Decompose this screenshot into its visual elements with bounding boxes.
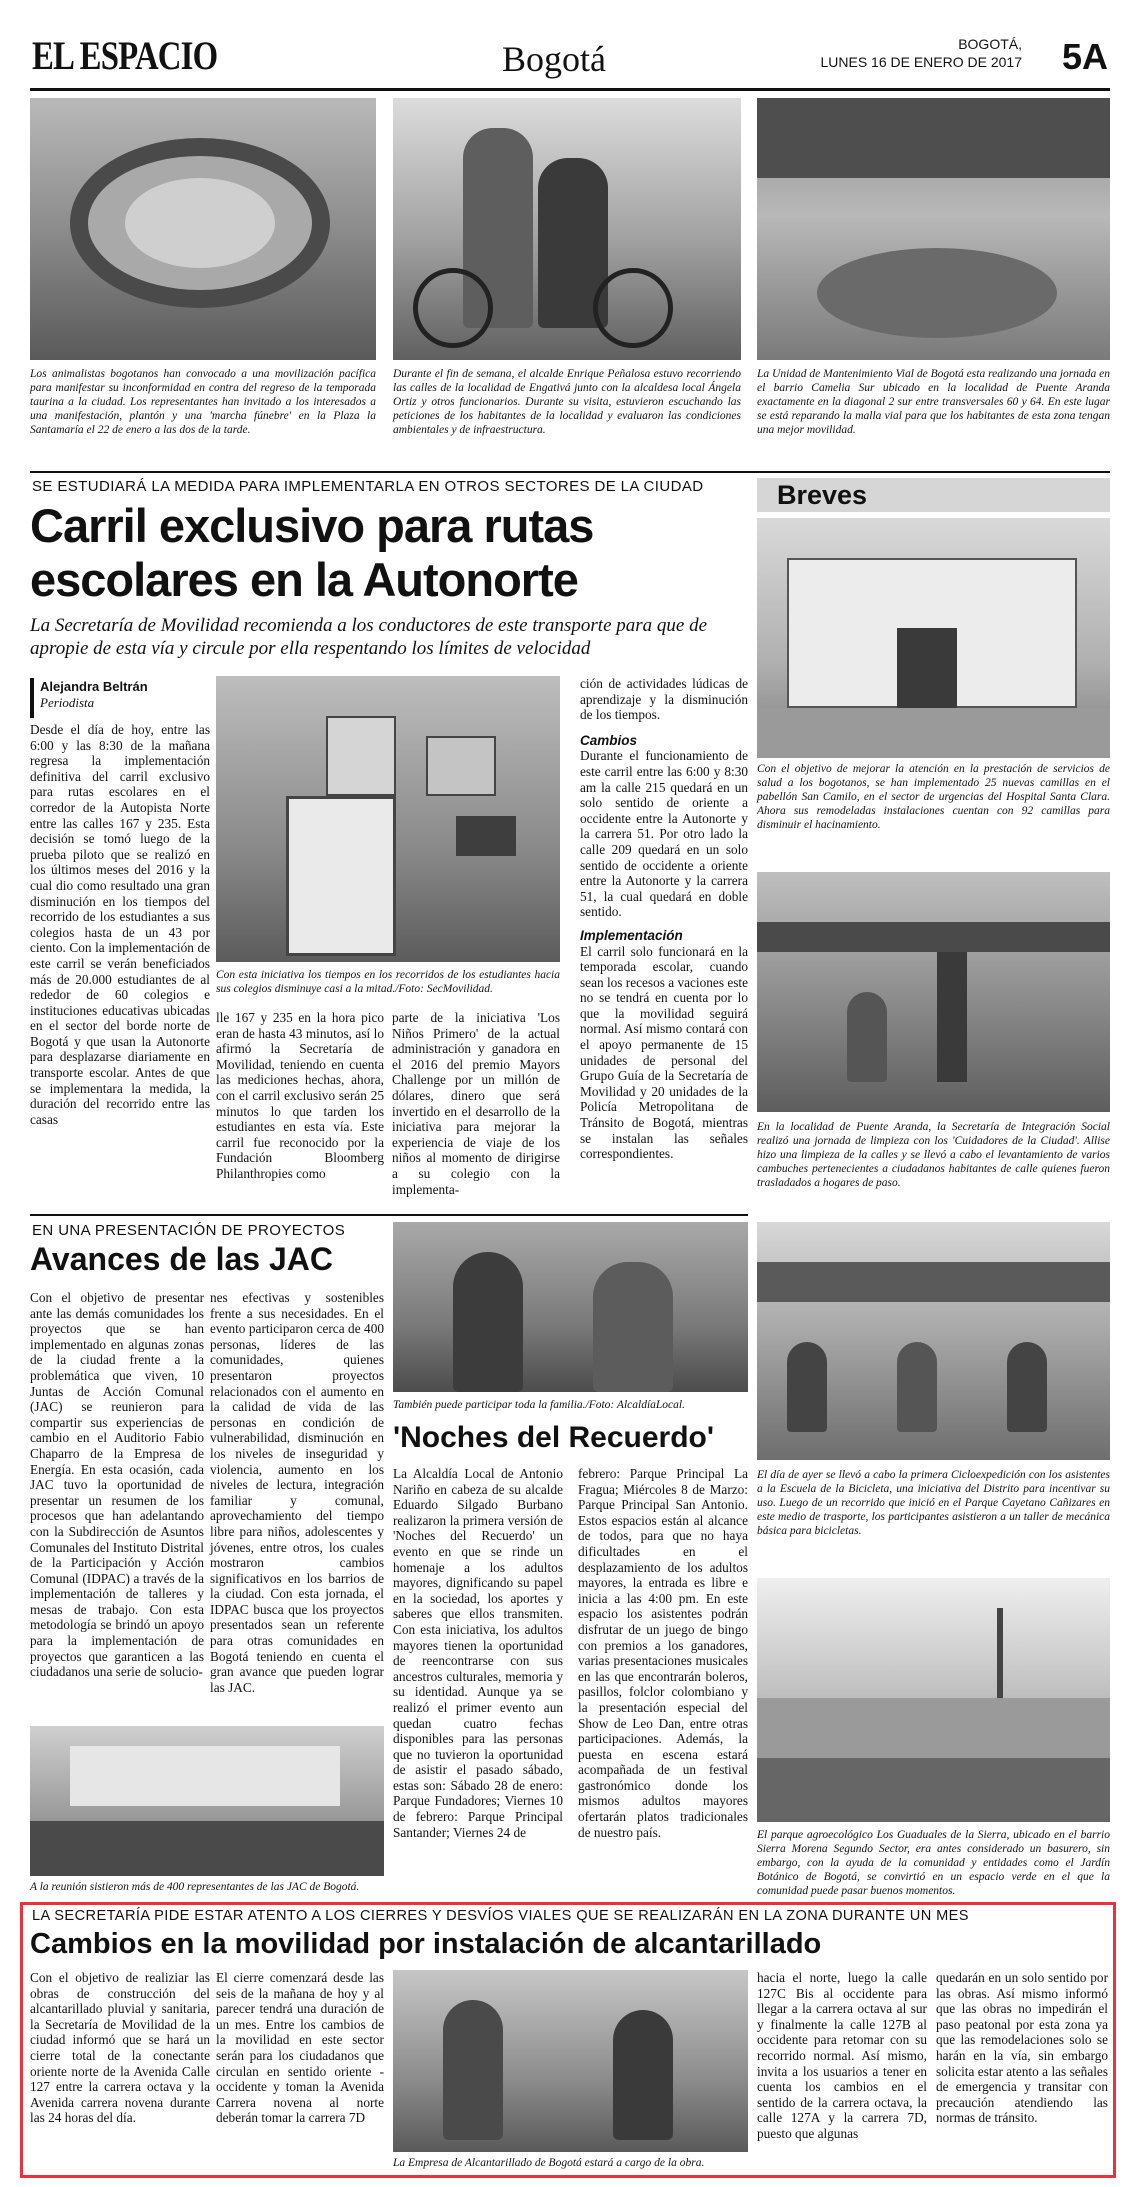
col4-intro: ción de actividades lúdicas de aprendizaje y la disminución de los tiempos. xyxy=(580,676,748,723)
bottom-col1: Con el objetivo de realiziar las obras de construcción del alcantarillado pluvial y sanitaria, la Secretaría de Movilidad de la ciudad informó que se hará un cierre total de la conectante oriente norte de la Avenida Calle 127 entre la carrera octava y la Avenida carrera novena durante las 24 horas del día. xyxy=(30,1970,210,2126)
caption-mayor: Durante el fin de semana, el alcalde Enrique Peñalosa estuvo recorriendo las calles de la localidad de Engativá junto con la alcaldesa local Ángela Ortiz y otros funcionarios. Durante su visita, estuvieron escuchando las peticiones de los habitantes de la localidad y evaluaron las condiciones ambientales y de infraestructura. xyxy=(393,368,741,436)
school-buses-photo xyxy=(216,676,560,962)
jac-meeting-photo xyxy=(30,1726,384,1876)
breves-caption-hospital: Con el objetivo de mejorar la atención en la prestación de servicios de salud a los bogotanos, se han implementado 25 nuevas camillas en el pabellón San Camilo, en el sector de urgencias del Hospital Santa Clara. Ahora sus remodeladas instalaciones cuentan con 92 camillas para disminuir el hacinamiento. xyxy=(757,763,1110,831)
main-article-col4 xyxy=(580,676,748,1232)
col4-cambios: Durante el funcionamiento de este carril entre las 6:00 y 8:30 am la calle 215 quedará en un solo sentido de oriente a occidente entre la Autonorte y la carrera 51. Por otro lado la calle 209 quedará en un solo sentido de occidente a oriente entre la Autonorte y la carrera 51, la cual quedará en doble sentido. xyxy=(580,748,748,920)
bottom-col3: hacia el norte, luego la calle 127C Bis al occidente para llegar a la carrera octava al sur y finalmente la calle 127B al occidente para retomar con su recorrido normal. Así mismo, invita a los usuarios a tener en cuenta los cambios en el sentido de la carrera octava, la calle 127A y la carrera 7D, puesto que algunas xyxy=(757,1970,927,2141)
mayor-bike-photo xyxy=(393,98,741,360)
page-number: 5A xyxy=(1061,36,1108,77)
park-photo xyxy=(757,1578,1110,1822)
subhead-cambios: Cambios xyxy=(580,732,638,748)
main-article-col1: Desde el día de hoy, entre las 6:00 y las 8:30 de la mañana regresa la implementación definitiva del carril exclusivo para rutas escolares en el corredor de la Autopista Norte entre las calles 167 y 235. Esta decisión se tomó luego de la prueba piloto que se realizó en los últimos meses del 2016 y la cual dio como resultado una gran disminución en los tiempos del recorrido de los estudiantes a sus colegios hasta de un 43 por ciento. Con la implementación de este carril se verán beneficiados más de 20.000 estudiantes de al rededor de 60 colegios e instituciones educativas ubicadas en el sector del borde norte de Bogotá y que usan la Autonorte para desplazarse diariamente en transporte escolar. Antes de que se implementara la medida, la duración del recorrido entre las casas xyxy=(30,722,210,1127)
breves-caption-bikes: El día de ayer se llevó a cabo la primera Cicloexpedición con los asistentes a la Escuela de la Bicicleta, una iniciativa del Distrito para incentivar su uso. Luego de un recorrido que inició en el Parque Cayetano Cañizares en este medio de trasporte, los participantes asistieron a un taller de mecánica básica para bicicletas. xyxy=(757,1469,1110,1537)
breves-header xyxy=(757,478,1110,512)
bullring-photo xyxy=(30,98,376,360)
byline xyxy=(30,678,210,718)
caption-road: La Unidad de Mantenimiento Vial de Bogotá esta realizando una jornada en el barrio Camelia Sur ubicado en la localidad de Puente Aranda exactamente en la diagonal 2 sur entre transversales 60 y 64. En este lugar se está reparando la malla vial para que los habitantes de esta zona tengan una mejor movilidad. xyxy=(757,368,1110,436)
bottom-kicker: LA SECRETARÍA PIDE ESTAR ATENTO A LOS CIERRES Y DESVÍOS VIALES QUE SE REALIZARÁN EN LA ZONA DURANTE UN MES xyxy=(32,1908,969,1924)
jac-col2: nes efectivas y sostenibles frente a sus necesidades. En el evento participaron cerca de 400 personas, líderes de las comunidades, quienes presentaron proyectos relacionados con el aumento en la calidad de vida de las personas en condición de vulnerabilidad, disminución en los niveles de inseguridad y violencia, aumento en los niveles de lectura, integración familiar y comunal, aprovechamiento del tiempo libre para niños, adolescentes y jóvenes, entre otros, los cuales mostraron cambios significativos en los barrios de la ciudad. Con esta jornada, el IDPAC busca que los proyectos presentados sean un referente para otras comunidades en Bogotá teniendo en cuenta el gran avance que pueden lograr las JAC. xyxy=(210,1290,384,1695)
noches-col1: La Alcaldía Local de Antonio Nariño en cabeza de su alcalde Eduardo Silgado Burbano realizaron la primera versión de 'Noches del Recuerdo' un evento en que se rinde un homenaje a los adultos mayores, dignificando su papel en la sociedad, los aportes y saberes que ellos transmiten. Con esta iniciativa, los adultos mayores tienen la oportunidad de reencontrarse con sus ancestros culturales, memoria y su identidad. Aunque ya se realizó el primer evento aun quedan cuatro fechas disponibles para las personas que no tuvieron la oportunidad de asistir el pasado sábado, estas son: Sábado 28 de enero: Parque Fundadores; Viernes 10 de febrero: Parque Principal Santander; Viernes 24 de xyxy=(393,1466,563,1840)
bottom-headline: Cambios en la movilidad por instalación de alcantarillado xyxy=(30,1928,822,1960)
hospital-photo xyxy=(757,518,1110,758)
noches-photo-caption: También puede participar toda la familia./Foto: AlcaldíaLocal. xyxy=(393,1399,685,1411)
noches-col2: febrero: Parque Principal La Fragua; Miércoles 8 de Marzo: Parque Principal San Antonio. Estos espacios están al alcance de todos, para que no haya dificultades en el desplazamiento de los adultos mayores, la entrada es libre e inicia a las 4:00 pm. En este espacio los asistentes podrán disfrutar de un juego de bingo con premios a los ganadores, varias presentaciones musicales en las que encontrarán boleros, pasillos, folclor colombiano y la presentación especial del Show de Leo Dan, entre otras participaciones. Además, la puesta en escena estará acompañada de un festival gastronómico donde los mismos adultos mayores ofertarán platos tradicionales de nuestro país. xyxy=(578,1466,748,1840)
breves-title: Breves xyxy=(776,480,868,510)
sewer-works-photo xyxy=(393,1970,748,2152)
bottom-col4: quedarán en un solo sentido por las obras. Así mismo informó que las obras no impedirán el paso peatonal por esta zona ya que las remodelaciones solo se harán en la vía, sin embargo solicita estar atento a las señales de emergencia y transitar con precaución atendiendo las normas de tránsito. xyxy=(936,1970,1108,2126)
bike-ride-photo xyxy=(757,1222,1110,1460)
main-headline-line1: Carril exclusivo para rutas xyxy=(30,499,594,552)
noches-photo xyxy=(393,1222,748,1392)
col4-implementacion: El carril solo funcionará en la temporada escolar, cuando sean los recesos a vaciones este no se tendrá en cuenta por lo que la movilidad seguirá normal. Así mismo contará con el apoyo permanente de 15 unidades de personal del Grupo Guía de la Secretaría de Movilidad y 20 unidades de la Policía Metropolitana de Tránsito de Bogotá, mientras se instalan las señales correspondientes. xyxy=(580,943,748,1162)
main-kicker: SE ESTUDIARÁ LA MEDIDA PARA IMPLEMENTARLA EN OTROS SECTORES DE LA CIUDAD xyxy=(32,478,704,495)
mid-section-rule xyxy=(30,1214,748,1216)
caption-bullring: Los animalistas bogotanos han convocado a una movilización pacífica para manifestar su inconformidad en contra del regreso de la temporada taurina a la ciudad. Los representantes han invitado a los interesados a una manifestación, plantón y una 'marcha fúnebre' en la Plaza la Santamaría el 22 de enero a las dos de la tarde. xyxy=(30,368,376,436)
school-buses-caption: Con esta iniciativa los tiempos en los recorridos de los estudiantes hacia sus colegios disminuye casi a la mitad./Foto: SecMovilidad. xyxy=(216,969,560,995)
author-name: Alejandra Beltrán xyxy=(40,679,148,694)
main-headline-line2: escolares en la Autonorte xyxy=(30,553,578,606)
main-deck: La Secretaría de Movilidad recomienda a los conductores de este transporte para que de apropie de esta vía y circule por ella respentando los límites de velocidad xyxy=(30,615,708,659)
jac-meeting-caption: A la reunión sistieron más de 400 representantes de las JAC de Bogotá. xyxy=(30,1881,360,1893)
bottom-col2: El cierre comenzará desde las seis de la mañana de hoy y al parecer tendrá una duración de un mes. Entre los cambios de la movilidad en este sector serán para los ciudadanos que circulan en sentido oriente - occidente y toman la Avenida Carrera novena al norte deberán tomar la carrera 7D xyxy=(216,1970,384,2126)
top-section-rule xyxy=(30,471,1110,473)
jac-kicker: EN UNA PRESENTACIÓN DE PROYECTOS xyxy=(32,1222,346,1239)
breves-caption-cleanup: En la localidad de Puente Aranda, la Secretaría de Integración Social realizó una jornada de limpieza con los 'Cuidadores de la Ciudad'. Allise hizo una limpieza de la calles y se llevó a cabo el levantamiento de varios cambuches pertenecientes a ciudadanos habitantes de calle quienes fueron trasladados a hogares de paso. xyxy=(757,1121,1110,1189)
jac-headline: Avances de las JAC xyxy=(30,1241,333,1277)
section-title: Bogotá xyxy=(502,39,606,79)
main-article-col2: lle 167 y 235 en la hora pico eran de hasta 43 minutos, así lo afirmó la Secretaría de Movilidad, teniendo en cuenta las mediciones hechas, ahora, con el carril exclusivo serán 25 minutos lo que tarden los estudiantes en esta vía. Este carril fue reconocido por la Fundación Bloomberg Philanthropies como xyxy=(216,1010,384,1181)
masthead-city: BOGOTÁ, xyxy=(958,36,1022,52)
masthead xyxy=(30,28,1110,86)
masthead-rule xyxy=(30,88,1110,91)
jac-col1: Con el objetivo de presentar ante las demás comunidades los proyectos que se han implementado en algunas zonas de la ciudad frente a la problemática que viven, 10 Juntas de Acción Comunal (JAC) se reunieron para compartir sus experiencias de cambio en el Auditorio Fabio Chaparro de la Empresa de Energía. En esta ocasión, cada JAC tuvo la oportunidad de presentar un resumen de los procesos que han adelantando con la Subdirección de Asuntos Comunales del Instituto Distrital de la Participación y Acción Comunal (IDPAC) a través de la implementación de talleres y mesas de trabajo. Con esta metodología se brindó un apoyo para la implementación de proyectos que garanticen a las ciudadanos una serie de solucio- xyxy=(30,1290,204,1680)
newspaper-logo: EL ESPACIO xyxy=(32,33,218,78)
subhead-implementacion: Implementación xyxy=(580,927,683,943)
masthead-date: LUNES 16 DE ENERO DE 2017 xyxy=(820,54,1022,70)
breves-caption-park: El parque agroecológico Los Guaduales de la Sierra, ubicado en el barrio Sierra Morena Segundo Sector, era antes considerado un basurero, sin embargo, con la ayuda de la comunidad y entidades como el Jardín Botánico de Bogotá, se convirtió en un espacio verde en el que la comunidad puede pasar buenos momentos. xyxy=(757,1829,1110,1897)
road-repair-photo xyxy=(757,98,1110,360)
noches-headline: 'Noches del Recuerdo' xyxy=(393,1421,715,1454)
sewer-works-caption: La Empresa de Alcantarillado de Bogotá estará a cargo de la obra. xyxy=(393,2157,705,2169)
cleanup-photo xyxy=(757,872,1110,1112)
main-article-col3: parte de la iniciativa 'Los Niños Primero' de la actual administración y ganadora en el 2016 del premio Mayors Challenge por un millón de dólares, dinero que será invertido en el desarrollo de la iniciativa para mejorar la experiencia de viaje de los niños al momento de dirigirse a su colegio con la implementa- xyxy=(392,1010,560,1197)
author-role: Periodista xyxy=(40,695,95,710)
